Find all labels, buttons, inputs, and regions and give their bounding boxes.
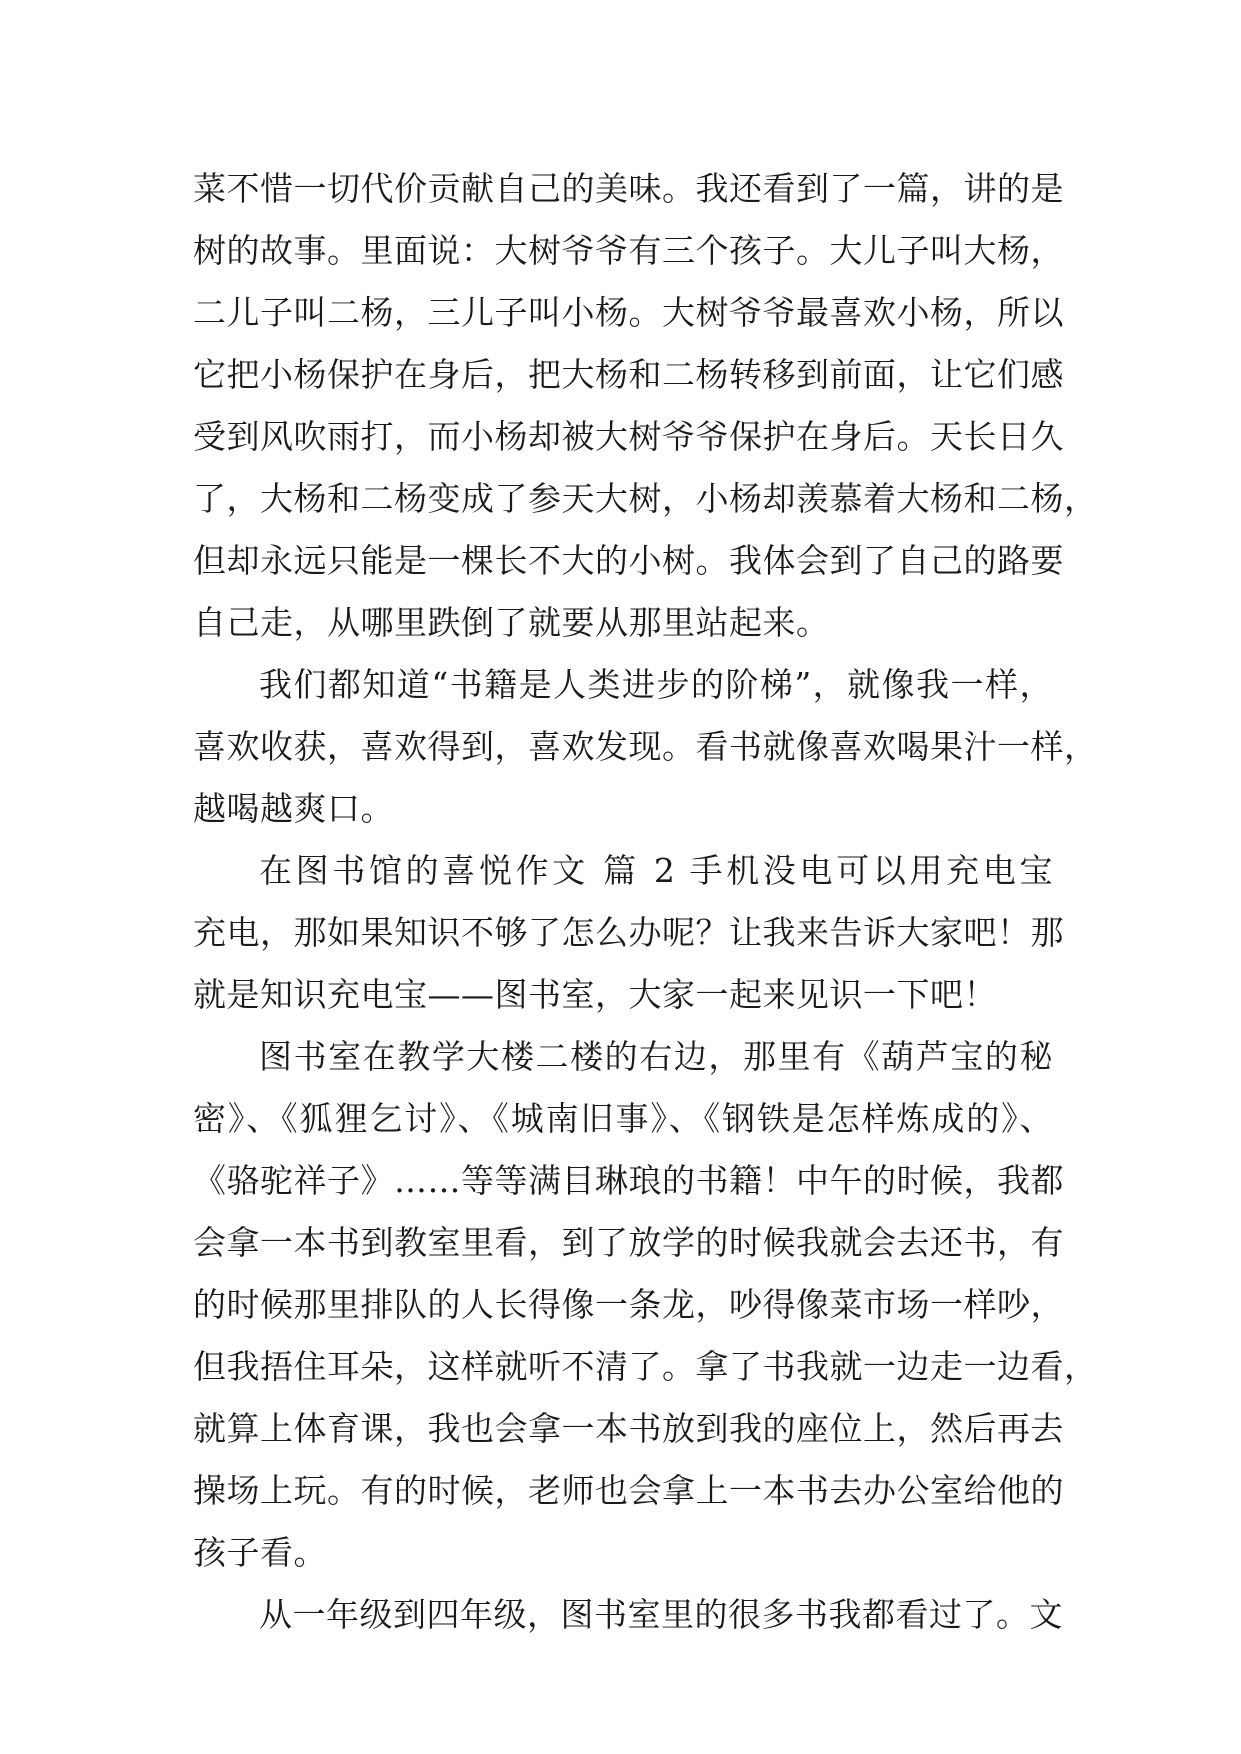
text-line: 受到风吹雨打，而小杨却被大树爷爷保护在身后。天长日久	[193, 417, 1064, 456]
text-line: 孩子看。	[193, 1533, 327, 1572]
text-line: 我们都知道“书籍是人类进步的阶梯”，就像我一样，	[259, 665, 1053, 704]
text-line: 密》、《狐狸乞讨》、《城南旧事》、《钢铁是怎样炼成的》、	[193, 1099, 1053, 1138]
paragraph-4	[193, 1026, 1098, 1584]
text-line: 从一年级到四年级，图书室里的很多书我都看过了。文	[259, 1595, 1063, 1634]
text-line: 二儿子叫二杨，三儿子叫小杨。大树爷爷最喜欢小杨，所以	[193, 293, 1064, 332]
text-line: 菜不惜一切代价贡献自己的美味。我还看到了一篇，讲的是	[193, 169, 1064, 208]
text-line: 的时候那里排队的人长得像一条龙，吵得像菜市场一样吵，	[193, 1285, 1064, 1324]
text-line: 但我捂住耳朵，这样就听不清了。拿了书我就一边走一边看，	[193, 1347, 1098, 1386]
text-line: 自己走，从哪里跌倒了就要从那里站起来。	[193, 603, 830, 642]
paragraph-5	[193, 1584, 1063, 1646]
paragraph-2	[193, 654, 1098, 840]
text-line: 了，大杨和二杨变成了参天大树，小杨却羡慕着大杨和二杨，	[193, 479, 1098, 518]
text-line: 《骆驼祥子》……等等满目琳琅的书籍！中午的时候，我都	[193, 1161, 1064, 1200]
text-line: 树的故事。里面说：大树爷爷有三个孩子。大儿子叫大杨，	[193, 231, 1064, 270]
text-line: 图书室在教学大楼二楼的右边，那里有《葫芦宝的秘	[259, 1037, 1053, 1076]
text-line: 会拿一本书到教室里看，到了放学的时候我就会去还书，有	[193, 1223, 1064, 1262]
paragraph-3	[193, 840, 1064, 1026]
text-line: 就是知识充电宝——图书室，大家一起来见识一下吧！	[193, 975, 997, 1014]
text-line: 但却永远只能是一棵长不大的小树。我体会到了自己的路要	[193, 541, 1064, 580]
text-line: 越喝越爽口。	[193, 789, 394, 828]
text-line: 操场上玩。有的时候，老师也会拿上一本书去办公室给他的	[193, 1471, 1064, 1510]
essay-body	[193, 158, 1098, 1646]
text-line: 就算上体育课，我也会拿一本书放到我的座位上，然后再去	[193, 1409, 1064, 1448]
text-line: 喜欢收获，喜欢得到，喜欢发现。看书就像喜欢喝果汁一样，	[193, 727, 1098, 766]
text-line: 充电，那如果知识不够了怎么办呢？让我来告诉大家吧！那	[193, 913, 1064, 952]
paragraph-1	[193, 158, 1098, 654]
section-heading-line: 在图书馆的喜悦作文 篇 2 手机没电可以用充电宝	[259, 851, 1053, 890]
text-line: 它把小杨保护在身后，把大杨和二杨转移到前面，让它们感	[193, 355, 1064, 394]
